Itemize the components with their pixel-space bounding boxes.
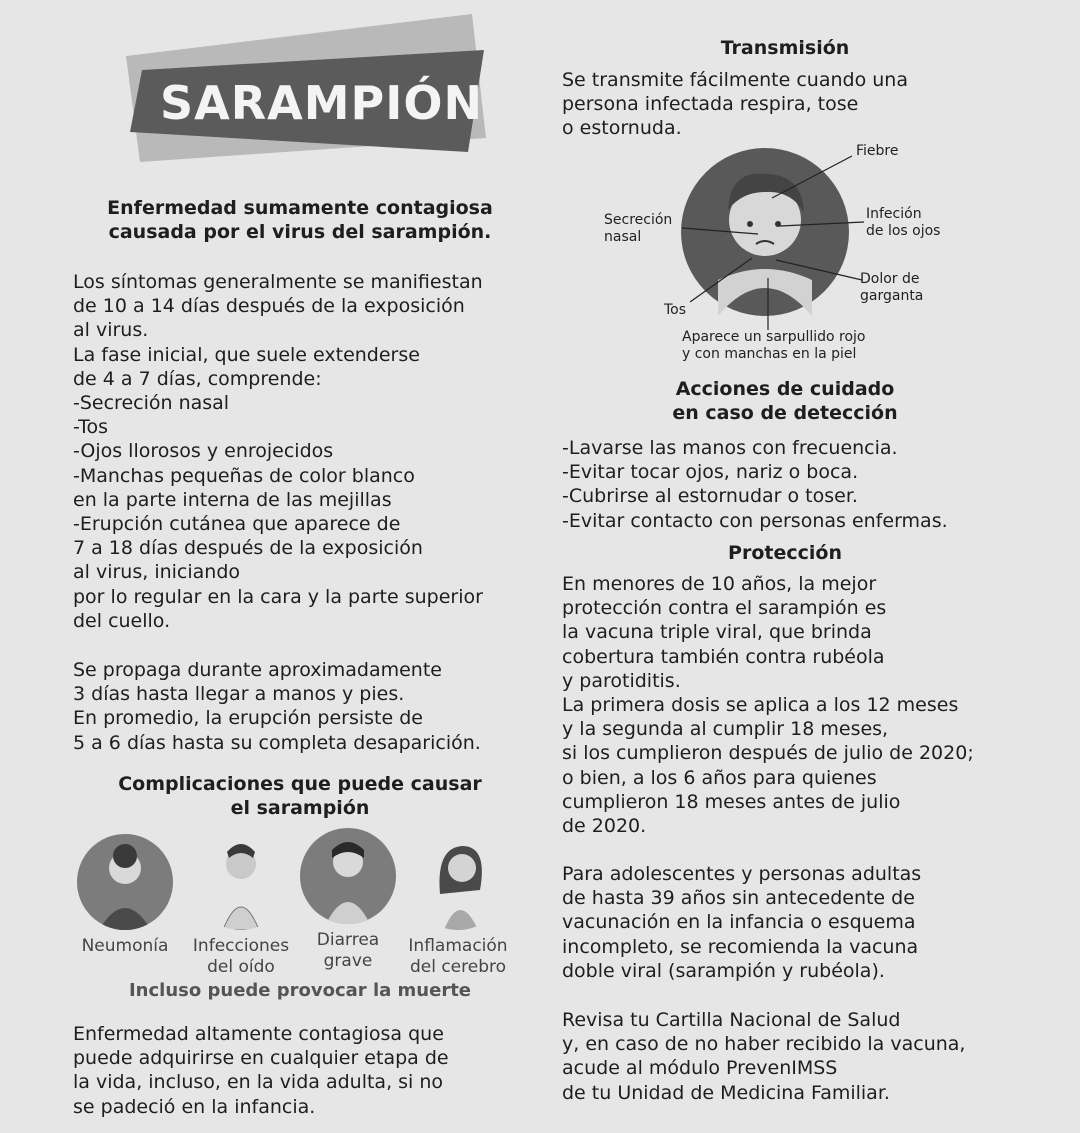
- child-headache-icon: [410, 834, 506, 930]
- protection-adults-text: Para adolescentes y personas adultas de hasta 39 años sin antecedente de vacunación en la infancia o esquema incompleto, se recomienda la vacuna doble viral (sarampión y rubéola).: [562, 863, 922, 982]
- complication-item-neumonia: [72, 834, 178, 957]
- death-note: Incluso puede provocar la muerte: [128, 980, 472, 1001]
- label-tos: Tos: [664, 302, 687, 318]
- spread-text: Se propaga durante aproximadamente 3 días hasta llegar a manos y pies. En promedio, la erupción persiste de 5 a 6 días hasta su completa desaparición.: [73, 659, 481, 754]
- label-infeccion-ojos: Infeción de los ojos: [866, 206, 941, 239]
- complication-label: Infecciones del oído: [192, 936, 290, 977]
- complication-label: Inflamación del cerebro: [408, 936, 508, 977]
- complication-label: Diarrea grave: [316, 930, 380, 971]
- complication-label: Neumonía: [81, 936, 169, 956]
- symptoms-diagram: [600, 140, 960, 370]
- subtitle: Enfermedad sumamente contagiosa causada por el virus del sarampión.: [107, 197, 493, 244]
- protection-text: En menores de 10 años, la mejor protección contra el sarampión es la vacuna triple viral, que brinda cobertura también contra rubéola y parotiditis. La primera dosis se aplica a los 12 meses y la segunda al cumplir 18 meses, si los cumplieron después de julio de 2020; o bien, a los 6 años para quienes cumplieron 18 meses antes de julio de 2020.: [562, 573, 974, 838]
- label-dolor-garganta: Dolor de garganta: [860, 271, 924, 304]
- child-stomachache-icon: [300, 828, 396, 924]
- cartilla-text: Revisa tu Cartilla Nacional de Salud y, en caso de no haber recibido la vacuna, acude al módulo PrevenIMSS de tu Unidad de Medicina Familiar.: [562, 1009, 966, 1104]
- label-fiebre: Fiebre: [856, 143, 899, 159]
- complication-item-diarrea: [296, 828, 400, 972]
- adult-text: Enfermedad altamente contagiosa que puede adquirirse en cualquier etapa de la vida, incluso, en la vida adulta, si no se padeció en la infancia.: [73, 1023, 449, 1118]
- transmission-heading: Transmisión: [720, 37, 850, 59]
- label-sarpullido: Aparece un sarpullido rojo y con manchas en la piel: [682, 329, 866, 362]
- label-secrecion-nasal: Secreción nasal: [604, 212, 673, 245]
- page-title: SARAMPIÓN: [160, 76, 483, 130]
- child-coughing-icon: [77, 834, 173, 930]
- care-heading: Acciones de cuidado en caso de detección: [672, 378, 898, 424]
- care-text: -Lavarse las manos con frecuencia. -Evitar tocar ojos, nariz o boca. -Cubrirse al estornudar o toser. -Evitar contacto con personas enfermas.: [562, 437, 948, 532]
- complications-heading: Complicaciones que puede causar el sarampión: [118, 773, 482, 819]
- transmission-text: Se transmite fácilmente cuando una persona infectada respira, tose o estornuda.: [562, 69, 908, 140]
- child-earache-icon: [193, 834, 289, 930]
- title-banner: [120, 12, 490, 172]
- protection-heading: Protección: [728, 542, 842, 564]
- complication-item-oido: [186, 834, 296, 978]
- complication-item-cerebro: [400, 834, 516, 978]
- symptoms-text: Los síntomas generalmente se manifiestan de 10 a 14 días después de la exposición al virus. La fase inicial, que suele extenderse de 4 a 7 días, comprende: -Secreción nasal -Tos -Ojos llorosos y enrojecidos -Manchas pequeñas de color blanco en la parte interna de las mejillas -Erupción cutánea que aparece de 7 a 18 días después de la exposición al virus, iniciando por lo regular en la cara y la parte superior del cuello.: [73, 271, 483, 632]
